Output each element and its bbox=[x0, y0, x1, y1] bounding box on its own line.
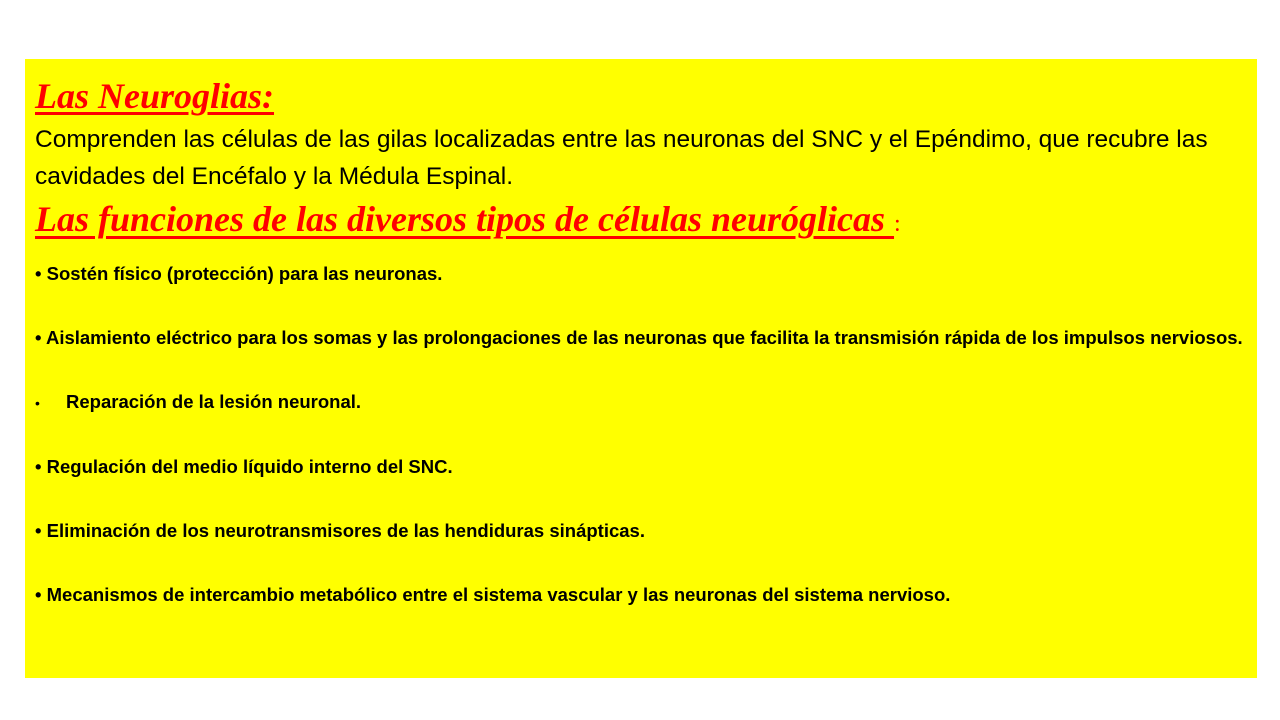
list-item bbox=[35, 579, 1257, 611]
bullet-icon: • bbox=[35, 395, 40, 411]
list-item-text: Aislamiento eléctrico para los somas y las prolongaciones de las neuronas que facilita la transmisión rápida de los impulsos nerviosos. bbox=[45, 327, 1243, 348]
list-item bbox=[35, 515, 1257, 547]
subtitle-colon: : bbox=[894, 211, 901, 237]
list-item-text: Reparación de la lesión neuronal. bbox=[66, 391, 362, 412]
subtitle-line bbox=[35, 198, 1257, 245]
list-item bbox=[35, 451, 1257, 483]
list-item-text: Eliminación de los neurotransmisores de las hendiduras sinápticas. bbox=[46, 520, 645, 541]
list-item bbox=[35, 386, 1257, 419]
list-item-text: Sostén físico (protección) para las neuronas. bbox=[46, 263, 443, 284]
list-item bbox=[35, 322, 1257, 354]
bullet-icon: • bbox=[35, 263, 42, 284]
slide-content-box bbox=[25, 59, 1257, 678]
bullet-icon: • bbox=[35, 327, 42, 348]
bullet-icon: • bbox=[35, 520, 42, 541]
intro-paragraph: Comprenden las células de las gilas localizadas entre las neuronas del SNC y el Epéndimo, que recubre las cavidades del Encéfalo y la Médula Espinal. bbox=[35, 126, 1208, 190]
list-item-text: Regulación del medio líquido interno del SNC. bbox=[46, 456, 453, 477]
functions-list bbox=[35, 258, 1257, 611]
slide-title: Las Neuroglias: bbox=[35, 76, 275, 116]
functions-subtitle: Las funciones de las diversos tipos de células neuróglicas bbox=[35, 199, 895, 239]
bullet-icon: • bbox=[35, 456, 42, 477]
list-item-text: Mecanismos de intercambio metabólico entre el sistema vascular y las neuronas del sistema nervioso. bbox=[46, 584, 951, 605]
list-item bbox=[35, 258, 1257, 290]
bullet-icon: • bbox=[35, 584, 42, 605]
